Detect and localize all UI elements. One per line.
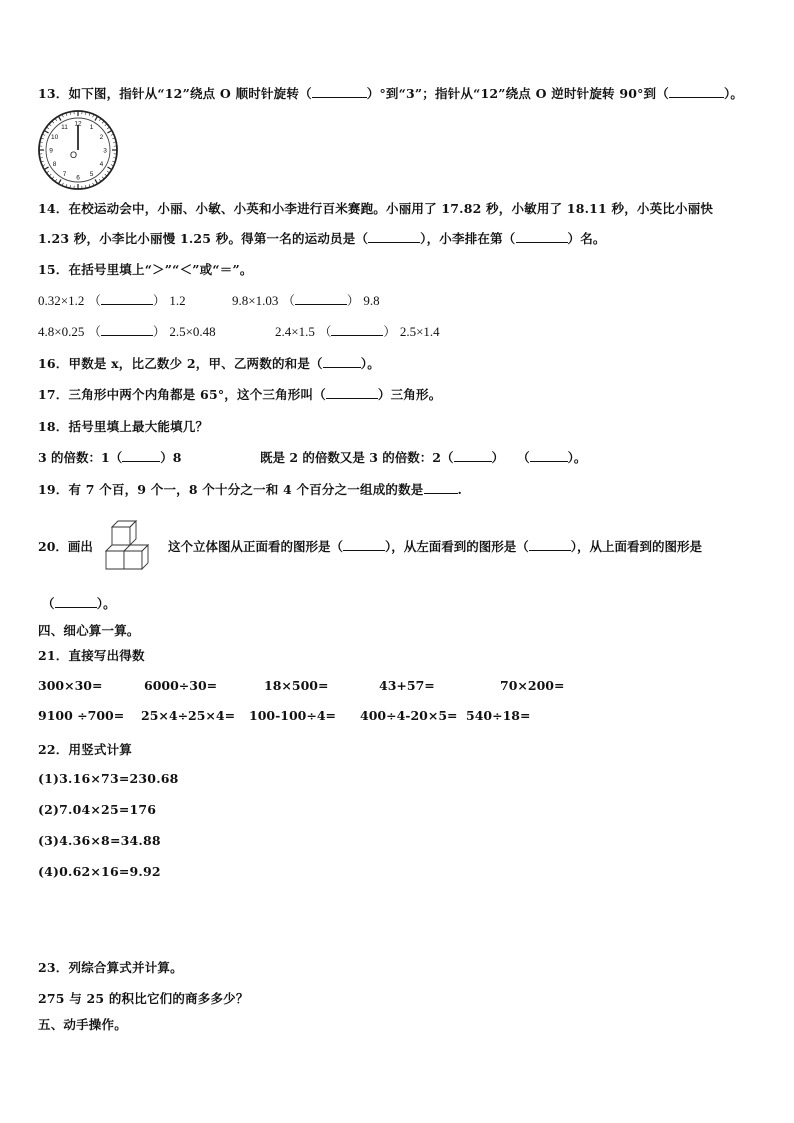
answer-blank[interactable]	[454, 449, 492, 462]
answer-blank[interactable]	[323, 355, 361, 368]
answer-blank[interactable]	[529, 538, 571, 551]
clock-tick	[105, 174, 107, 176]
clock-number: 4	[99, 161, 104, 168]
answer-blank[interactable]	[101, 292, 153, 305]
clock-number: 9	[49, 147, 53, 155]
clock-tick	[95, 179, 98, 183]
question-22-title: 22．用竖式计算	[38, 742, 132, 757]
clock-tick	[49, 174, 51, 176]
mental-calc-item: 540÷18=	[466, 708, 531, 723]
answer-blank[interactable]	[326, 386, 378, 399]
clock-tick	[44, 131, 48, 134]
question-20-continued: （ ）。	[42, 596, 116, 611]
question-15-title: 15．在括号里填上“＞”“＜”或“＝”。	[38, 262, 253, 277]
answer-blank[interactable]	[312, 85, 367, 98]
answer-blank[interactable]	[331, 323, 383, 336]
clock-number: 2	[99, 134, 104, 141]
vertical-calc-item: (4)0.62×16=9.92	[38, 864, 161, 879]
question-20-label: 20．画出	[38, 539, 93, 554]
clock-tick	[107, 131, 111, 134]
answer-blank[interactable]	[424, 481, 458, 494]
clock-number: 6	[76, 174, 80, 182]
clock-tick	[107, 167, 111, 170]
clock-number: 7	[62, 170, 67, 178]
question-19: 19．有 7 个百，9 个一，8 个十分之一和 4 个百分之一组成的数是 .	[38, 482, 463, 497]
clock-number: 11	[61, 124, 68, 132]
mental-calc-item: 70×200=	[500, 678, 565, 693]
compare-item-2: 9.8×1.03 （ ） 9.8	[232, 293, 380, 308]
mental-calc-item: 25×4÷25×4=	[141, 708, 236, 723]
clock-number: 12	[74, 120, 82, 128]
clock-number: 3	[103, 147, 107, 155]
question-18-part-b: 既是 2 的倍数又是 3 的倍数：2（ ） （ ）。	[260, 450, 587, 465]
question-17: 17．三角形中两个内角都是 65°，这个三角形叫（ ）三角形。	[38, 387, 442, 402]
question-13: 13．如下图，指针从“12”绕点 O 顺时针旋转（ ）°到“3”；指针从“12”绕点 O 逆时针旋转 90°到（ ）。	[38, 86, 744, 101]
clock-tick	[105, 124, 107, 126]
answer-blank[interactable]	[101, 323, 153, 336]
clock-tick	[52, 121, 54, 123]
clock-number: 10	[51, 134, 59, 141]
mental-calc-item: 100-100÷4=	[249, 708, 337, 723]
clock-tick	[52, 177, 54, 179]
vertical-calc-item: (3)4.36×8=34.88	[38, 833, 161, 848]
clock-tick	[102, 177, 104, 179]
mental-calc-item: 9100 ÷700=	[38, 708, 125, 723]
cube-stack-figure	[104, 517, 154, 573]
compare-item-1: 0.32×1.2 （ ） 1.2	[38, 293, 186, 308]
answer-blank[interactable]	[122, 449, 160, 462]
clock-tick	[59, 179, 62, 183]
compare-item-4: 2.4×1.5 （ ） 2.5×1.4	[275, 324, 440, 339]
answer-blank[interactable]	[55, 595, 97, 608]
clock-tick	[49, 124, 51, 126]
clock-figure	[37, 109, 119, 191]
question-16: 16．甲数是 x，比乙数少 2，甲、乙两数的和是（ ）。	[38, 356, 380, 371]
compare-item-3: 4.8×0.25 （ ） 2.5×0.48	[38, 324, 216, 339]
cube-face	[112, 527, 130, 545]
mental-calc-item: 300×30=	[38, 678, 103, 693]
question-14-line2: 1.23 秒，小李比小丽慢 1.25 秒。得第一名的运动员是（ ），小李排在第（ ）名。	[38, 231, 606, 246]
mental-calc-item: 18×500=	[264, 678, 329, 693]
mental-calc-item: 6000÷30=	[144, 678, 218, 693]
question-23-title: 23．列综合算式并计算。	[38, 960, 183, 975]
answer-blank[interactable]	[516, 230, 568, 243]
section-5-heading: 五、动手操作。	[38, 1017, 127, 1032]
clock-number: 5	[89, 170, 94, 178]
question-23-text: 275 与 25 的积比它们的商多多少？	[38, 991, 249, 1006]
section-4-heading: 四、细心算一算。	[38, 623, 140, 638]
vertical-calc-item: (2)7.04×25=176	[38, 802, 157, 817]
clock-tick	[59, 116, 62, 120]
question-14-line1: 14．在校运动会中，小丽、小敏、小英和小李进行百米赛跑。小丽用了 17.82 秒，小敏用了 18.11 秒，小英比小丽快	[38, 201, 714, 216]
answer-blank[interactable]	[669, 85, 724, 98]
cube-face	[106, 551, 124, 569]
question-18-part-a: 3 的倍数：1（ ）8	[38, 450, 182, 465]
clock-number: 1	[89, 124, 94, 132]
question-21-title: 21．直接写出得数	[38, 648, 145, 663]
clock-center-label: O	[70, 150, 78, 160]
answer-blank[interactable]	[295, 292, 347, 305]
clock-tick	[44, 167, 48, 170]
question-20-text: 这个立体图从正面看的图形是（ ），从左面看到的图形是（ ），从上面看到的图形是	[168, 539, 703, 554]
vertical-calc-item: (1)3.16×73=230.68	[38, 771, 179, 786]
clock-tick	[95, 116, 98, 120]
clock-tick	[102, 121, 104, 123]
question-18-title: 18．括号里填上最大能填几？	[38, 419, 209, 434]
answer-blank[interactable]	[368, 230, 420, 243]
clock-number: 8	[52, 161, 57, 168]
answer-blank[interactable]	[343, 538, 385, 551]
mental-calc-item: 43+57=	[379, 678, 435, 693]
cube-face	[124, 551, 142, 569]
answer-blank[interactable]	[530, 449, 568, 462]
mental-calc-item: 400÷4-20×5=	[360, 708, 458, 723]
